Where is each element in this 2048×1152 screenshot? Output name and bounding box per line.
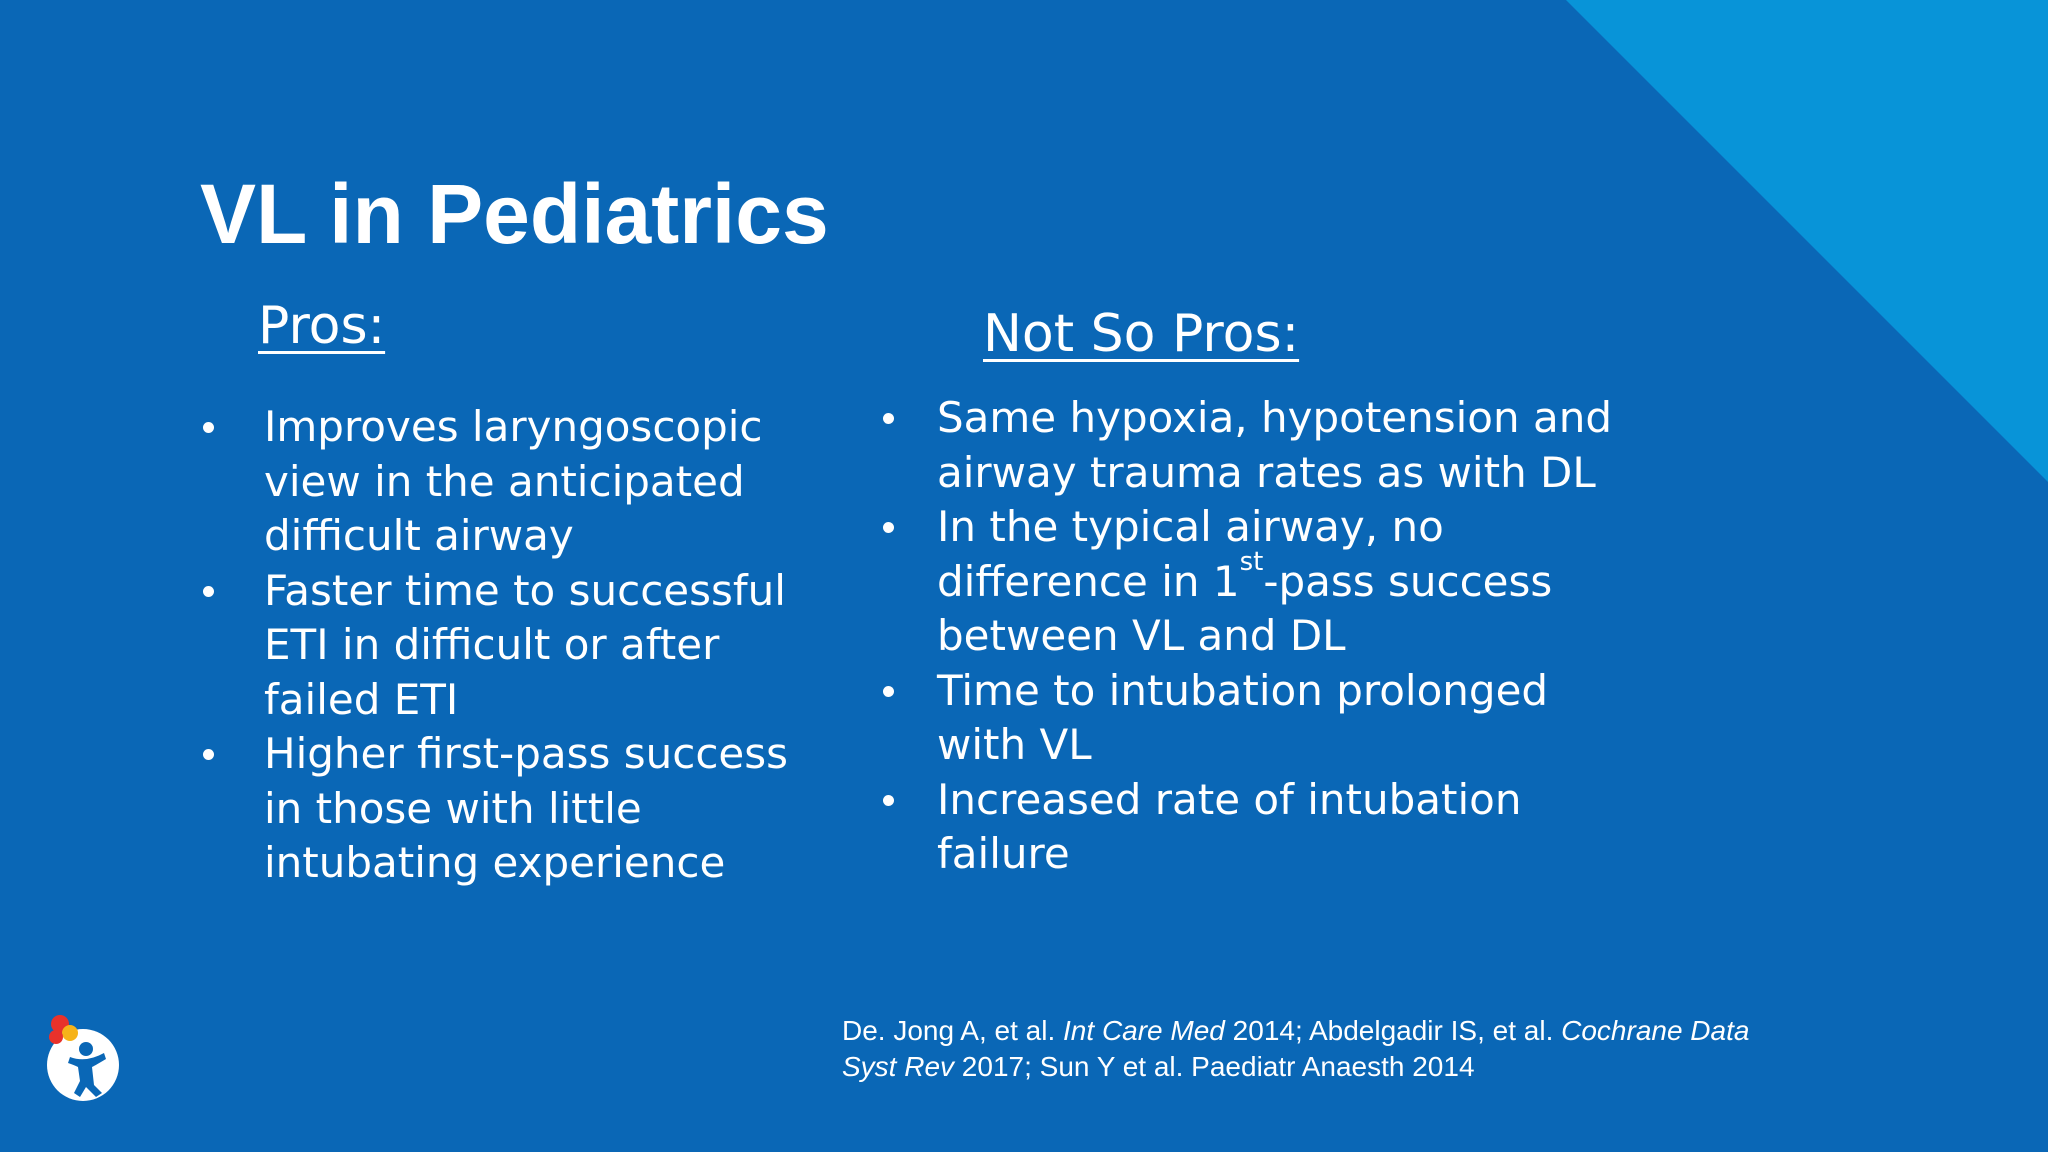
cons-list bbox=[937, 391, 1637, 882]
child-figure-logo-icon bbox=[40, 1013, 130, 1103]
pros-item-text: Improves laryngoscopic view in the anticipated difficult airway bbox=[264, 402, 763, 560]
bullet-icon bbox=[203, 422, 214, 433]
citation-part-3: 2017; Sun Y et al. Paediatr Anaesth 2014 bbox=[954, 1050, 1475, 1082]
cons-item-text: Time to intubation prolonged with VL bbox=[937, 665, 1549, 769]
bullet-icon bbox=[883, 686, 894, 697]
citation-part-1: De. Jong A, et al. bbox=[842, 1015, 1064, 1046]
citation-part-2: 2014; Abdelgadir IS, et al. bbox=[1224, 1015, 1562, 1046]
pros-item-text: Higher first-pass success in those with little intubating experience bbox=[264, 729, 789, 887]
pros-item bbox=[264, 564, 834, 728]
bullet-icon bbox=[883, 522, 894, 533]
bullet-icon bbox=[203, 586, 214, 597]
pros-heading: Pros: bbox=[258, 296, 386, 356]
slide-title: VL in Pediatrics bbox=[200, 167, 829, 261]
cons-item-text-post: -pass success between VL and DL bbox=[937, 556, 1553, 660]
pros-item bbox=[264, 400, 834, 564]
bullet-icon bbox=[883, 795, 894, 806]
cons-item-text: Same hypoxia, hypotension and airway trauma rates as with DL bbox=[937, 393, 1612, 497]
cons-item bbox=[937, 664, 1637, 773]
ordinal-superscript: st bbox=[1239, 546, 1264, 577]
bullet-icon bbox=[203, 749, 214, 760]
cons-item-text: Increased rate of intubation failure bbox=[937, 774, 1522, 878]
bullet-icon bbox=[883, 413, 894, 424]
cons-item bbox=[937, 773, 1637, 882]
citation bbox=[842, 1013, 1772, 1084]
cons-heading: Not So Pros: bbox=[983, 304, 1300, 364]
cons-item bbox=[937, 500, 1637, 664]
pros-item bbox=[264, 727, 834, 891]
cons-item-text-pre: In the typical airway, no difference in 1 bbox=[937, 502, 1444, 606]
citation-journal-1: Int Care Med bbox=[1063, 1015, 1225, 1046]
cons-item bbox=[937, 391, 1637, 500]
pros-item-text: Faster time to successful ETI in difficult or after failed ETI bbox=[264, 565, 786, 724]
citation-journal-2: Cochrane Data Syst Rev bbox=[842, 1015, 1750, 1082]
pros-list bbox=[264, 400, 834, 891]
